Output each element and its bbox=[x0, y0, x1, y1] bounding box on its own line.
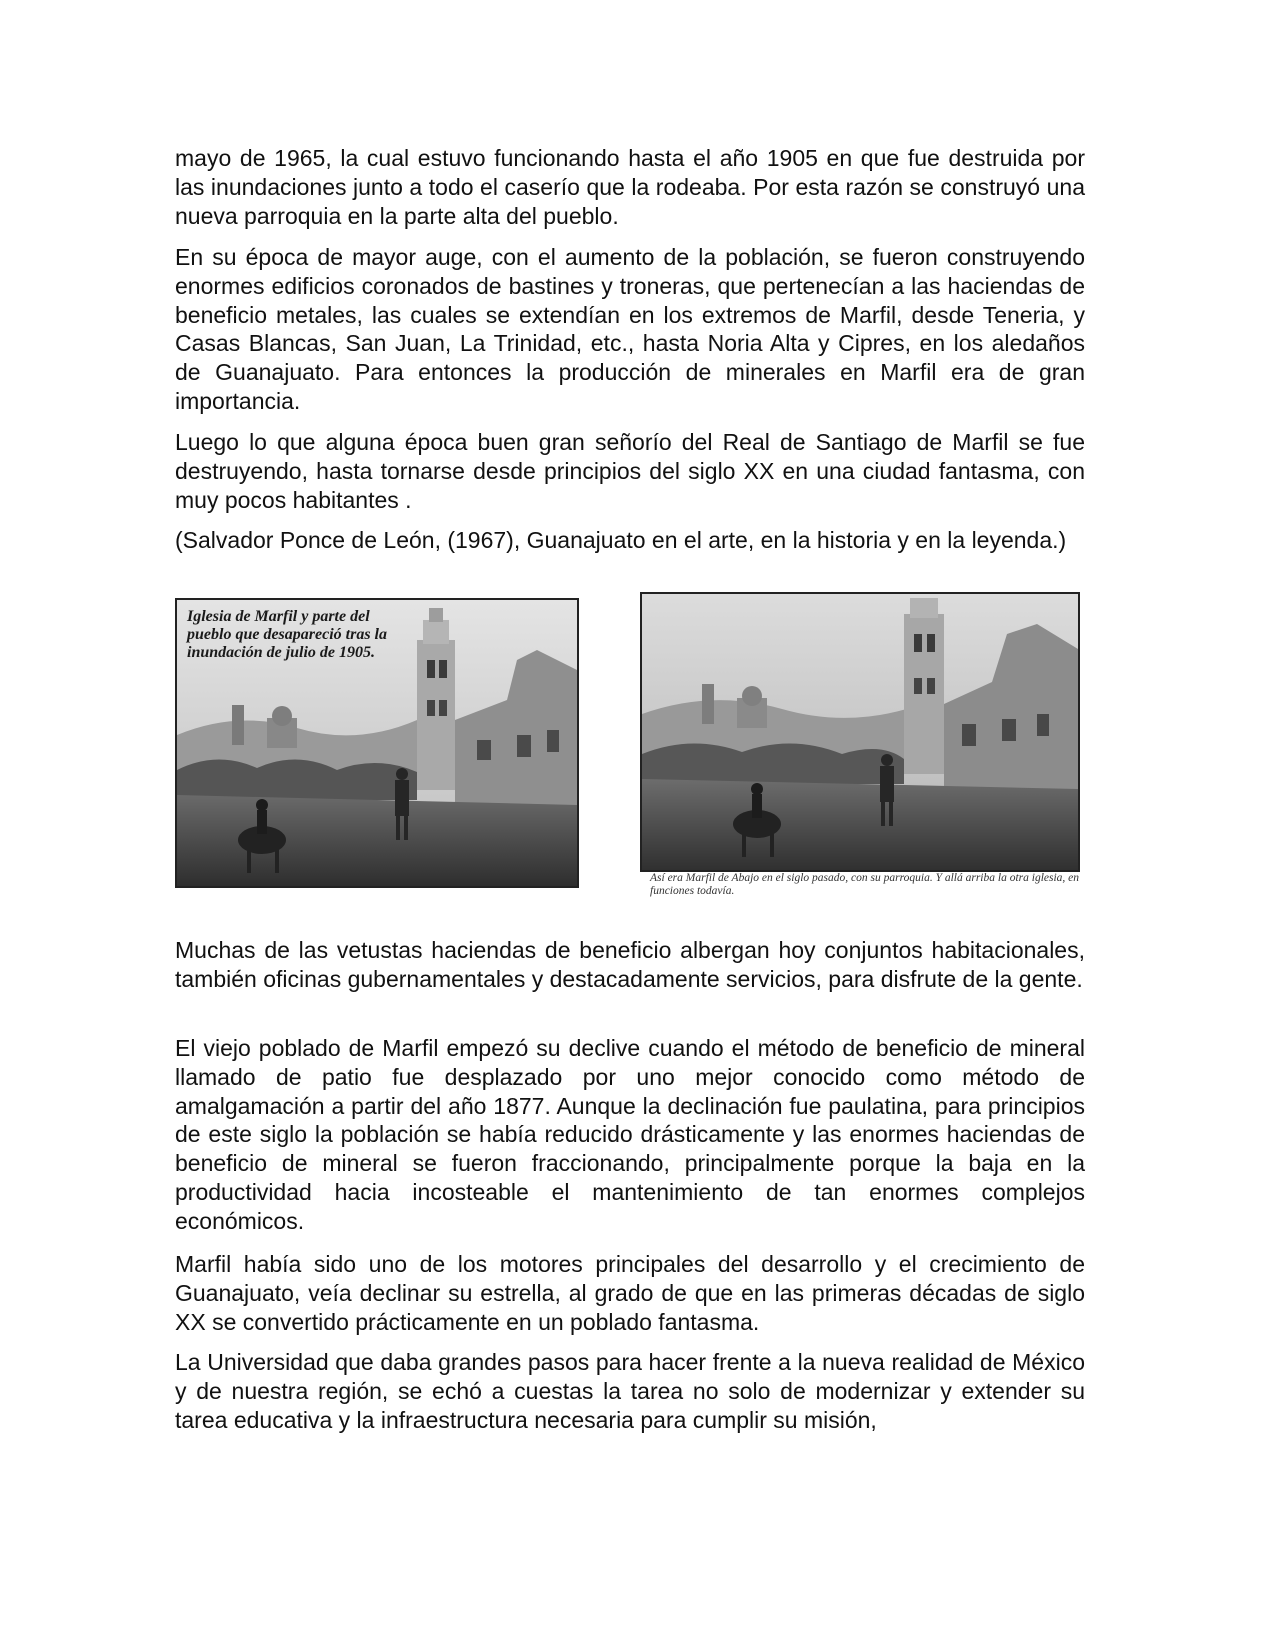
church-illustration-right bbox=[642, 594, 1078, 870]
paragraph-3: Luego lo que alguna época buen gran señorío del Real de Santiago de Marfil se fue destruyendo, hasta tornarse desde principios del siglo XX en una ciudad fantasma, con muy pocos habitantes . bbox=[175, 429, 1085, 513]
citation-paragraph: (Salvador Ponce de León, (1967), Guanajuato en el arte, en la historia y en la leyenda.) bbox=[175, 527, 1067, 553]
paragraph-7: Marfil había sido uno de los motores principales del desarrollo y el crecimiento de Guanajuato, veía declinar su estrella, al grado de que en las primeras décadas de siglo XX se convertido prácticamente en un poblado fantasma. bbox=[175, 1251, 1085, 1335]
paragraph-6: El viejo poblado de Marfil empezó su declive cuando el método de beneficio de mineral llamado de patio fue desplazado por uno mejor conocido como método de amalgamación a partir del año 1877. Aunque la declinación fue paulatina, para principios de este siglo la población se había reducido drásticamente y las enormes haciendas de beneficio de mineral se fueron fraccionando, principalmente porque la baja en la productividad hacia incosteable el mantenimiento de tan enormes complejos económicos. bbox=[175, 1035, 1085, 1234]
photo-caption-below: Así era Marfil de Abajo en el siglo pasado, con su parroquia. Y allá arriba la otra iglesia, en funciones todavía. bbox=[650, 872, 1080, 897]
photo-caption-overlay: Iglesia de Marfil y parte del pueblo que desapareció tras la inundación de julio de 1905. bbox=[187, 608, 387, 661]
paragraph-5: Muchas de las vetustas haciendas de beneficio albergan hoy conjuntos habitacionales, también oficinas gubernamentales y destacadamente servicios, para disfrute de la gente. bbox=[175, 937, 1085, 992]
paragraph-8: La Universidad que daba grandes pasos para hacer frente a la nueva realidad de México y de nuestra región, se echó a cuestas la tarea no solo de modernizar y extender su tarea educativa y la infraestructura necesaria para cumplir su misión, bbox=[175, 1349, 1085, 1433]
photo-church-right bbox=[640, 592, 1080, 872]
paragraph-1: mayo de 1965, la cual estuvo funcionando hasta el año 1905 en que fue destruida por las inundaciones junto a todo el caserío que la rodeaba. Por esta razón se construyó una nueva parroquia en la parte alta del pueblo. bbox=[175, 145, 1085, 229]
paragraph-2: En su época de mayor auge, con el aumento de la población, se fueron construyendo enormes edificios coronados de bastines y troneras, que pertenecían a las haciendas de beneficio metales, las cuales se extendían en los extremos de Marfil, desde Teneria, y Casas Blancas, San Juan, La Trinidad, etc., hasta Noria Alta y Cipres, en los aledaños de Guanajuato. Para entonces la producción de minerales en Marfil era de gran importancia. bbox=[175, 244, 1085, 414]
photo-church-left bbox=[175, 598, 579, 888]
